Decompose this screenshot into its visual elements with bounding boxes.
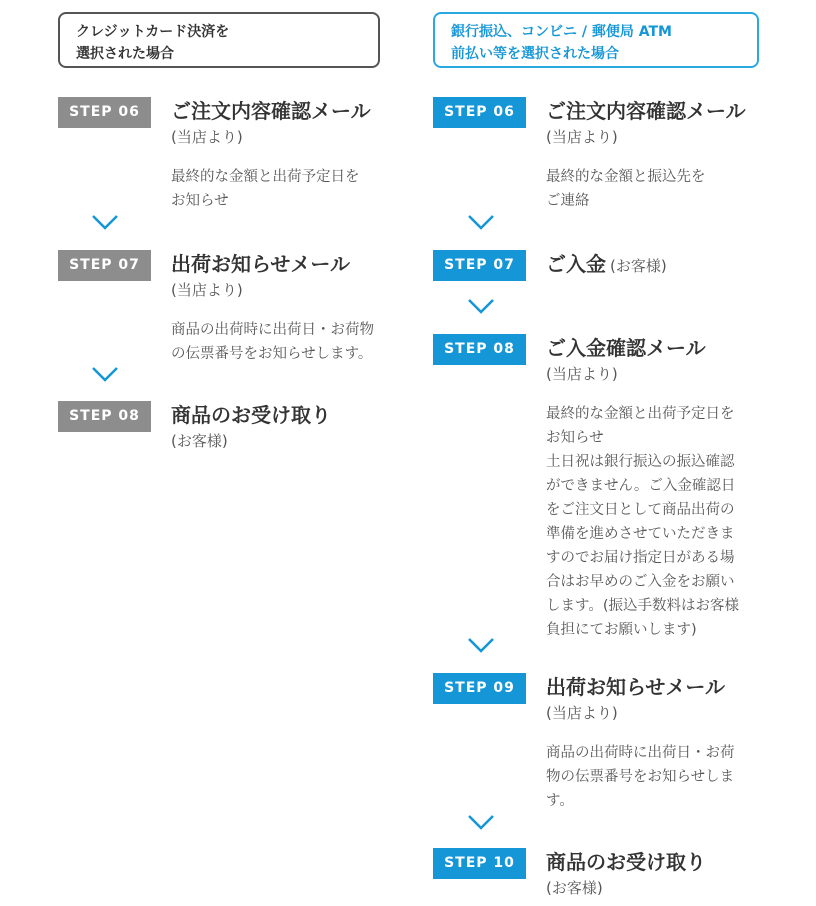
step-title: 出荷お知らせメール (171, 252, 350, 276)
desc-line: 物の伝票番号をお知らせしま (546, 769, 735, 785)
chevron-down-icon (92, 215, 118, 230)
step-badge: STEP 09 (433, 673, 526, 704)
desc-line: します。(振込手数料はお客様 (546, 598, 739, 614)
step-title: ご入金確認メール (546, 336, 706, 360)
step-title: ご注文内容確認メール (171, 99, 371, 123)
step-actor: (お客様) (171, 432, 228, 450)
desc-line: す。 (546, 793, 574, 809)
desc-line: 商品の出荷時に出荷日・お荷 (546, 745, 735, 761)
chevron-down-icon (92, 367, 118, 382)
header-line: 前払い等を選択された場合 (451, 46, 619, 62)
step-description (171, 165, 393, 213)
desc-line: 最終的な金額と出荷予定日を (546, 406, 735, 422)
step-badge: STEP 10 (433, 848, 526, 879)
step-title-text: ご入金 (546, 252, 606, 276)
step-description (546, 402, 768, 642)
step-actor: (当店より) (546, 704, 618, 722)
step-actor: (当店より) (546, 365, 618, 383)
step-badge: STEP 07 (58, 250, 151, 281)
chevron-down-icon (468, 638, 494, 653)
step-description (546, 165, 768, 213)
desc-line: 商品の出荷時に出荷日・お荷物 (171, 322, 374, 338)
desc-line: お知らせ (546, 430, 604, 446)
desc-line: すのでお届け指定日がある場 (546, 550, 735, 566)
desc-line: をご注文日として商品出荷の (546, 502, 735, 518)
desc-line: ご連絡 (546, 193, 590, 209)
bank-transfer-header (433, 12, 759, 68)
step-badge: STEP 08 (433, 334, 526, 365)
step-description (171, 318, 393, 366)
desc-line: 最終的な金額と出荷予定日を (171, 169, 360, 185)
step-title: 商品のお受け取り (546, 850, 706, 874)
desc-line: の伝票番号をお知らせします。 (171, 346, 373, 362)
desc-line: 負担にてお願いします) (546, 622, 697, 638)
header-line: 銀行振込、コンビニ / 郵便局 ATM (451, 24, 672, 40)
step-description (546, 741, 768, 813)
step-badge: STEP 07 (433, 250, 526, 281)
desc-line: 最終的な金額と振込先を (546, 169, 706, 185)
desc-line: 合はお早めのご入金をお願い (546, 574, 735, 590)
step-badge: STEP 06 (58, 97, 151, 128)
credit-card-header (58, 12, 380, 68)
step-badge: STEP 08 (58, 401, 151, 432)
desc-line: お知らせ (171, 193, 229, 209)
step-actor: (当店より) (546, 128, 618, 146)
header-line: 選択された場合 (76, 46, 174, 62)
step-actor: (当店より) (171, 281, 243, 299)
chevron-down-icon (468, 299, 494, 314)
step-badge: STEP 06 (433, 97, 526, 128)
step-title: 商品のお受け取り (171, 403, 331, 427)
chevron-down-icon (468, 215, 494, 230)
step-title (546, 249, 667, 281)
step-actor: (当店より) (171, 128, 243, 146)
desc-line: 準備を進めさせていただきま (546, 526, 735, 542)
step-actor: (お客様) (546, 879, 603, 897)
desc-line: ができません。ご入金確認日 (546, 478, 736, 494)
step-title: ご注文内容確認メール (546, 99, 746, 123)
desc-line: 土日祝は銀行振込の振込確認 (546, 454, 735, 470)
step-title: 出荷お知らせメール (546, 675, 725, 699)
step-actor: (お客様) (610, 257, 667, 275)
header-line: クレジットカード決済を (76, 24, 230, 40)
chevron-down-icon (468, 815, 494, 830)
